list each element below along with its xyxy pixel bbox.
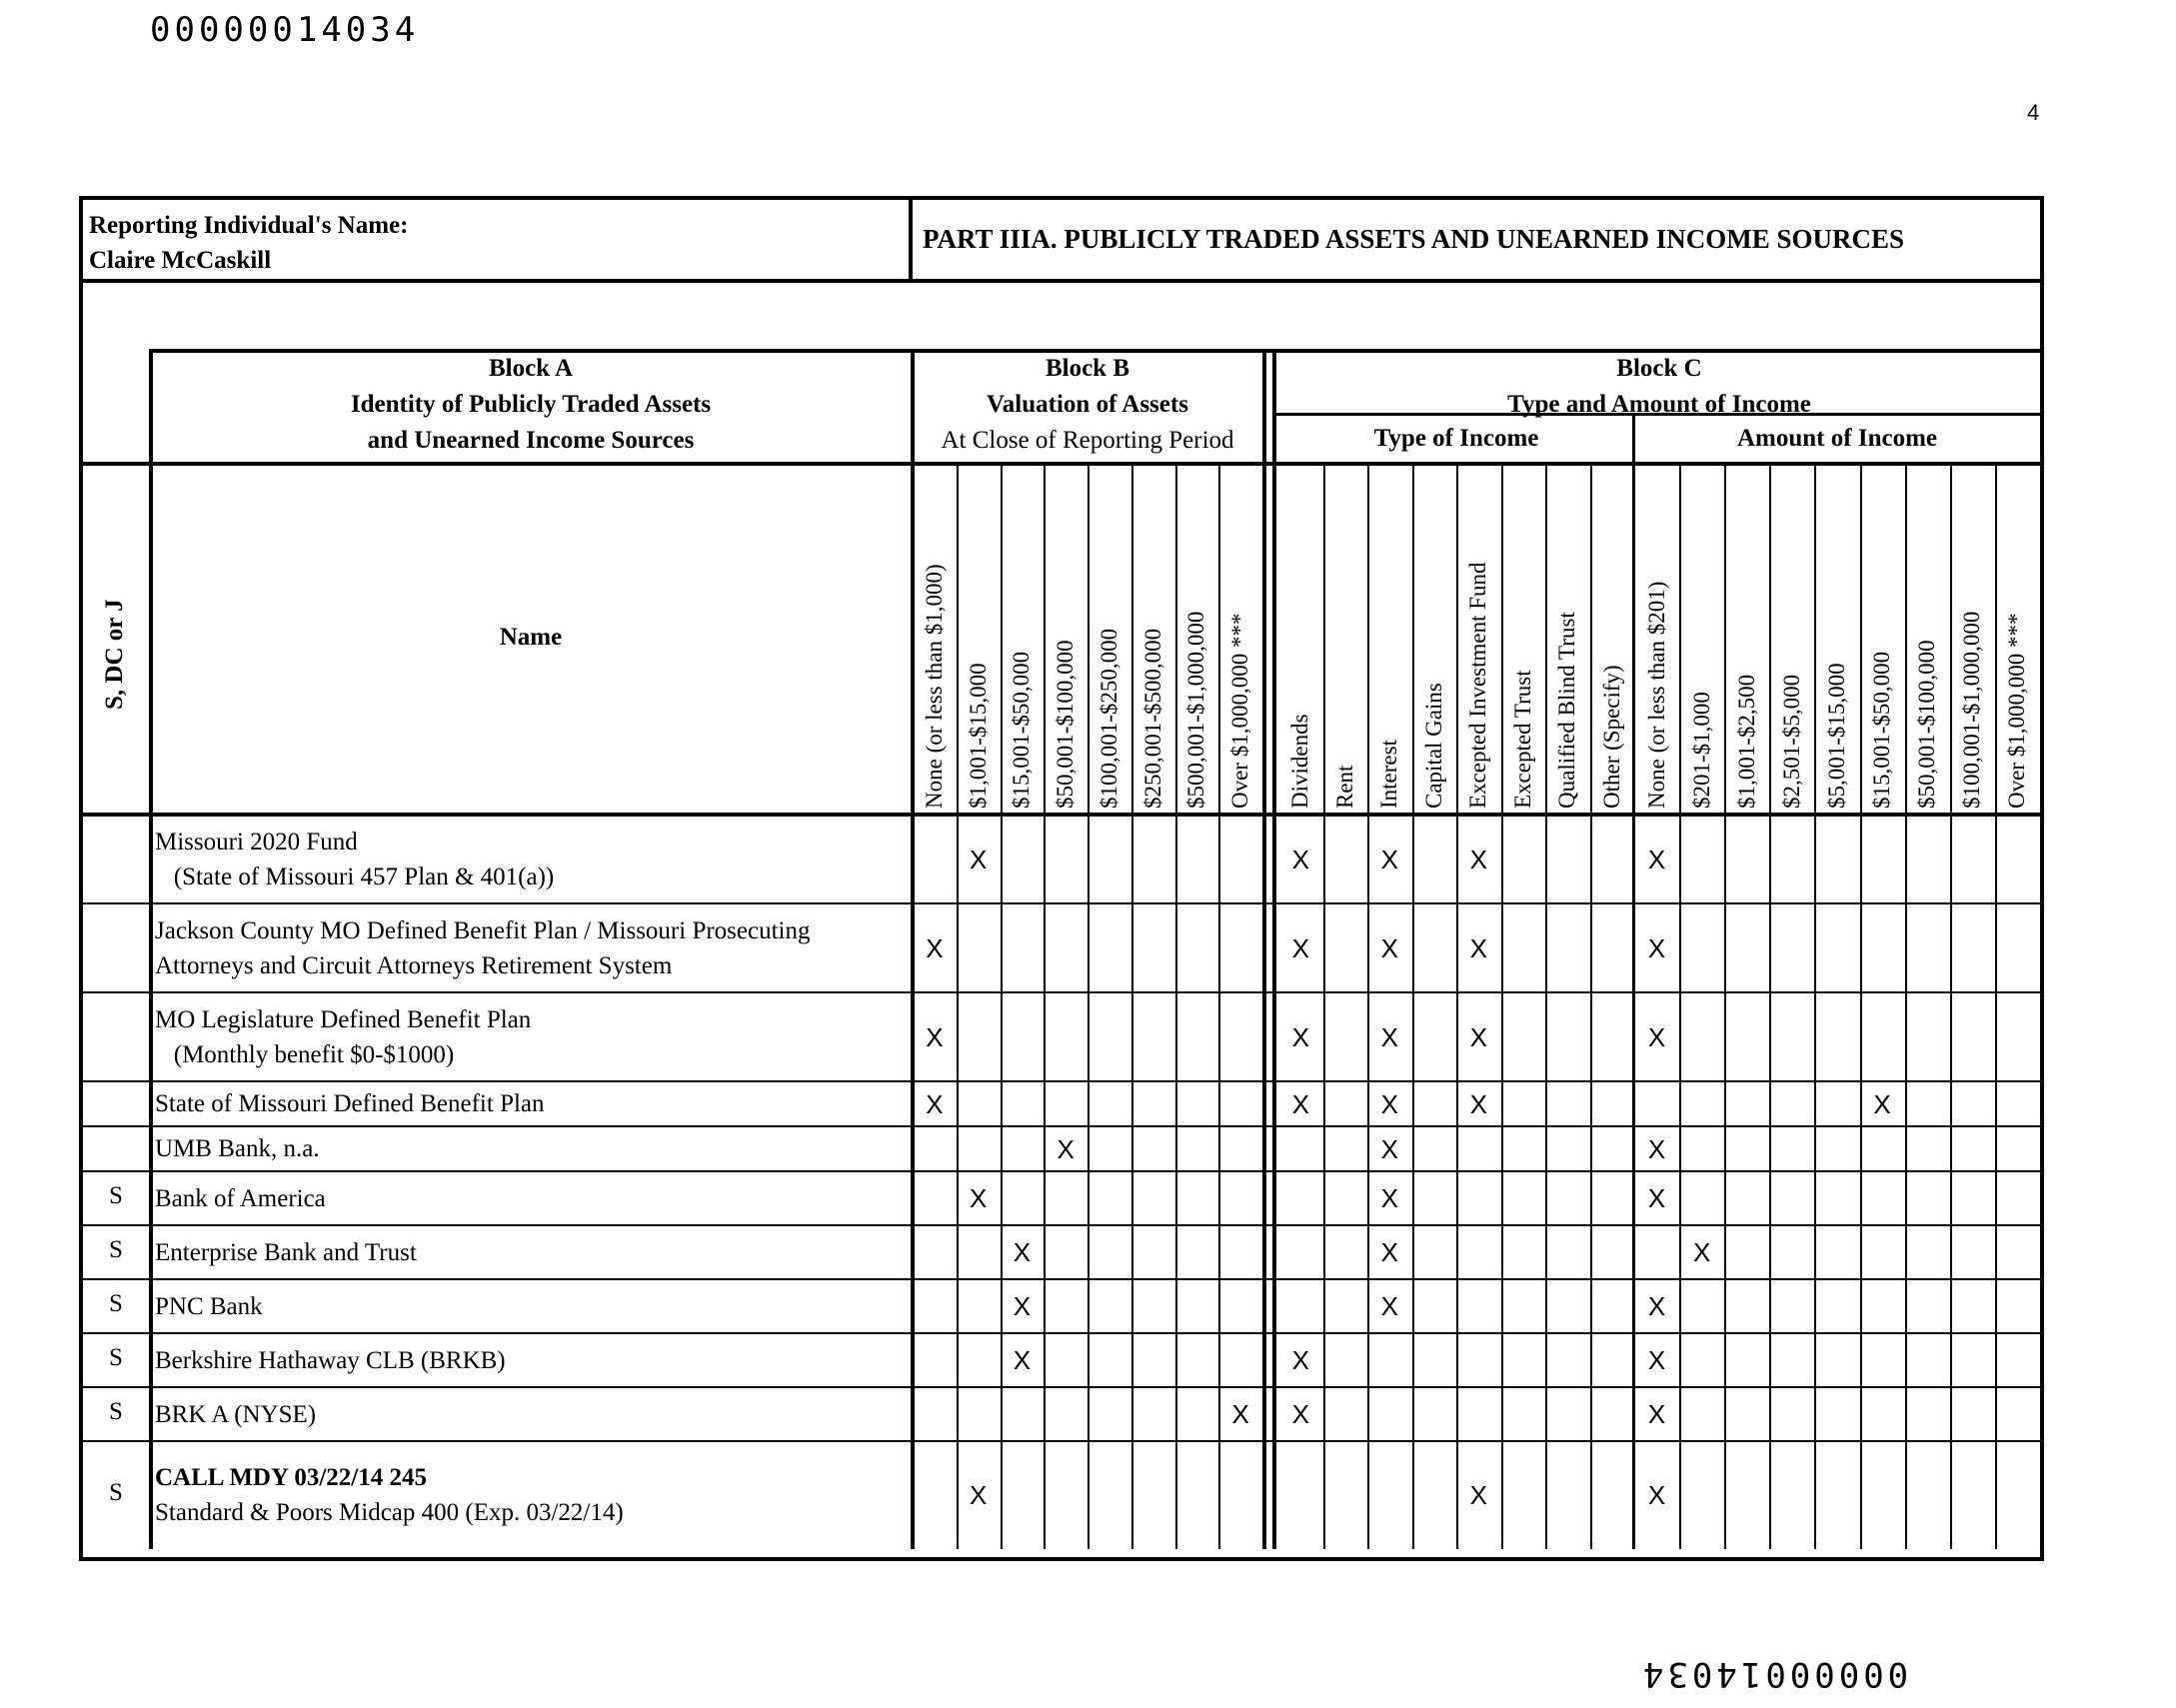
row-divider: [83, 902, 2040, 904]
type-of-income-header: Type of Income: [1373, 425, 1539, 452]
block-b-line2: Valuation of Assets: [987, 391, 1188, 418]
asset-name-line1: Berkshire Hathaway CLB (BRKB): [155, 1346, 506, 1374]
sdc-code: S: [109, 1344, 123, 1371]
valuation-column-header: $500,001-$1,000,000: [1183, 611, 1209, 809]
income-type-mark: X: [1380, 1291, 1398, 1321]
income-type-mark: X: [1380, 1021, 1398, 1052]
income-amount-mark: X: [1873, 1088, 1891, 1119]
row-divider: [83, 1332, 2040, 1334]
valuation-mark: X: [1013, 1237, 1032, 1267]
block-b-header: [913, 351, 1262, 459]
asset-name: [155, 1460, 624, 1530]
income-amount-mark: X: [1647, 1021, 1666, 1052]
valuation-column-header: $250,001-$500,000: [1139, 628, 1165, 809]
income-amount-column-header: $100,001-$1,000,000: [1959, 611, 1985, 809]
block-a-line3: and Unearned Income Sources: [367, 427, 695, 454]
income-type-mark: X: [1291, 1021, 1309, 1052]
asset-name-line1: BRK A (NYSE): [155, 1400, 317, 1428]
asset-name: [155, 1235, 417, 1270]
income-amount-mark: X: [1647, 1480, 1666, 1510]
asset-name-line2: Attorneys and Circuit Attorneys Retirement System: [155, 951, 673, 979]
income-type-mark: X: [1380, 932, 1398, 963]
income-amount-mark: X: [1647, 1345, 1666, 1375]
document-number-top: 00000014034: [150, 10, 420, 50]
income-type-mark: X: [1469, 932, 1487, 963]
income-type-column-header: Capital Gains: [1420, 683, 1446, 809]
asset-name-line1: Bank of America: [155, 1184, 326, 1212]
income-type-mark: X: [1291, 844, 1309, 874]
asset-name: [155, 1343, 506, 1378]
row-divider: [83, 1440, 2040, 1442]
valuation-column-header: Over $1,000,000 ***: [1227, 613, 1253, 809]
block-c-line2: Type and Amount of Income: [1507, 391, 1811, 418]
asset-name: [155, 1289, 263, 1324]
income-type-mark: X: [1380, 1237, 1398, 1267]
income-type-column-header: Other (Specify): [1598, 665, 1624, 809]
valuation-mark: X: [1231, 1399, 1249, 1429]
asset-name-line1: CALL MDY 03/22/14 245: [155, 1464, 427, 1491]
block-b-c-divider-2: [1272, 349, 1276, 1549]
part-title: PART IIIA. PUBLICLY TRADED ASSETS AND UNEARNED INCOME SOURCES: [923, 224, 1905, 254]
row-divider: [83, 1224, 2040, 1226]
asset-name-line1: PNC Bank: [155, 1292, 263, 1320]
row-divider: [83, 1386, 2040, 1388]
valuation-mark: X: [969, 844, 988, 874]
income-type-mark: X: [1469, 1480, 1487, 1510]
asset-name: [155, 1131, 320, 1166]
valuation-mark: X: [1013, 1345, 1032, 1375]
sdc-code: S: [109, 1182, 123, 1209]
income-amount-mark: X: [1647, 1183, 1666, 1213]
income-amount-mark: X: [1647, 1399, 1666, 1429]
document-number-bottom: 00000014034: [1639, 1654, 1909, 1694]
asset-name-line1: Enterprise Bank and Trust: [155, 1238, 417, 1266]
sdc-code: S: [109, 1236, 123, 1263]
asset-name: [155, 1002, 531, 1072]
income-amount-column-header: None (or less than $201): [1643, 581, 1669, 809]
asset-name: [155, 1181, 326, 1216]
income-type-column-header: Excepted Investment Fund: [1465, 562, 1491, 809]
income-type-mark: X: [1469, 1088, 1487, 1119]
income-type-column-header: Interest: [1376, 740, 1402, 809]
income-amount-mark: X: [1647, 1291, 1666, 1321]
row-divider: [83, 1080, 2040, 1082]
asset-table: [83, 200, 2040, 1557]
disclosure-form: [79, 196, 2044, 1561]
valuation-mark: X: [1057, 1133, 1075, 1164]
income-amount-column-header: $50,001-$100,000: [1914, 640, 1940, 809]
asset-name-line2: Standard & Poors Midcap 400 (Exp. 03/22/14): [155, 1499, 624, 1526]
income-type-mark: X: [1380, 1133, 1398, 1164]
valuation-column-header: $15,001-$50,000: [1009, 651, 1035, 809]
block-a-line2: Identity of Publicly Traded Assets: [350, 391, 712, 418]
block-b-line1: Block B: [1045, 355, 1130, 382]
valuation-mark: X: [926, 1021, 944, 1052]
name-column-header: Name: [499, 624, 563, 651]
valuation-column-header: $100,001-$250,000: [1095, 628, 1121, 809]
asset-name-line1: Jackson County MO Defined Benefit Plan / Missouri Prosecuting: [155, 916, 811, 944]
income-amount-column-header: $2,501-$5,000: [1778, 674, 1804, 809]
valuation-mark: X: [969, 1480, 988, 1510]
row-divider: [83, 1170, 2040, 1172]
column-header-border: [83, 462, 2040, 466]
income-type-column-header: Dividends: [1287, 714, 1313, 809]
income-amount-mark: X: [1647, 932, 1666, 963]
block-a-header: [149, 351, 913, 459]
income-amount-column-header: $5,001-$15,000: [1823, 663, 1849, 809]
valuation-mark: X: [1013, 1291, 1032, 1321]
asset-name-line1: UMB Bank, n.a.: [155, 1135, 320, 1162]
sdc-column-border: [149, 349, 153, 1549]
income-amount-mark: X: [1692, 1237, 1711, 1267]
income-type-mark: X: [1380, 844, 1398, 874]
valuation-column-header: $1,001-$15,000: [965, 663, 991, 809]
income-amount-column-header: $15,001-$50,000: [1869, 651, 1895, 809]
asset-name: [155, 913, 811, 983]
block-b-line3: At Close of Reporting Period: [941, 427, 1234, 454]
asset-name-line1: MO Legislature Defined Benefit Plan: [155, 1005, 532, 1033]
rows-top-border: [83, 813, 2040, 817]
asset-name-line1: State of Missouri Defined Benefit Plan: [155, 1090, 545, 1117]
valuation-column-header: None (or less than $1,000): [921, 564, 947, 809]
income-type-column-header: Qualified Blind Trust: [1554, 612, 1580, 809]
valuation-mark: X: [926, 1088, 944, 1119]
amount-of-income-header: Amount of Income: [1737, 425, 1937, 452]
block-b-c-divider-1: [1262, 349, 1266, 1549]
block-c-header: [1278, 351, 2040, 423]
row-divider: [83, 1125, 2040, 1127]
block-c-line1: Block C: [1616, 355, 1702, 382]
income-amount-column-header: Over $1,000,000 ***: [2004, 613, 2030, 809]
valuation-column-header: $50,001-$100,000: [1053, 640, 1079, 809]
income-type-mark: X: [1380, 1183, 1398, 1213]
asset-name: [155, 1086, 545, 1121]
income-type-mark: X: [1291, 1088, 1309, 1119]
reporting-individual-name: Claire McCaskill: [89, 247, 272, 274]
row-divider: [83, 991, 2040, 993]
asset-name: [155, 1397, 316, 1432]
income-type-mark: X: [1291, 1345, 1309, 1375]
income-amount-mark: X: [1647, 844, 1666, 874]
sdc-code: S: [109, 1398, 123, 1425]
page-number: 4: [2027, 100, 2040, 125]
asset-name-line1: Missouri 2020 Fund: [155, 828, 358, 855]
type-amount-divider: [1632, 413, 1635, 1549]
row-divider: [83, 1278, 2040, 1280]
valuation-mark: X: [926, 932, 944, 963]
asset-name-line2: (State of Missouri 457 Plan & 401(a)): [155, 862, 555, 890]
block-a-line1: Block A: [488, 355, 574, 382]
reporting-individual-label: Reporting Individual's Name:: [89, 212, 409, 239]
asset-name-line2: (Monthly benefit $0-$1000): [155, 1040, 455, 1068]
income-amount-mark: X: [1647, 1133, 1666, 1164]
income-type-column-header: Rent: [1331, 765, 1357, 809]
asset-name: [155, 825, 554, 894]
income-amount-column-header: $1,001-$2,500: [1733, 674, 1759, 809]
income-type-mark: X: [1291, 1399, 1309, 1429]
sdc-column-header: S, DC or J: [101, 599, 128, 710]
income-type-mark: X: [1380, 1088, 1398, 1119]
income-type-mark: X: [1291, 932, 1309, 963]
income-type-column-header: Excepted Trust: [1509, 670, 1535, 809]
valuation-mark: X: [969, 1183, 988, 1213]
income-amount-column-header: $201-$1,000: [1688, 692, 1714, 809]
income-type-mark: X: [1469, 844, 1487, 874]
sdc-code: S: [109, 1479, 123, 1506]
income-type-mark: X: [1469, 1021, 1487, 1052]
sdc-code: S: [109, 1290, 123, 1317]
